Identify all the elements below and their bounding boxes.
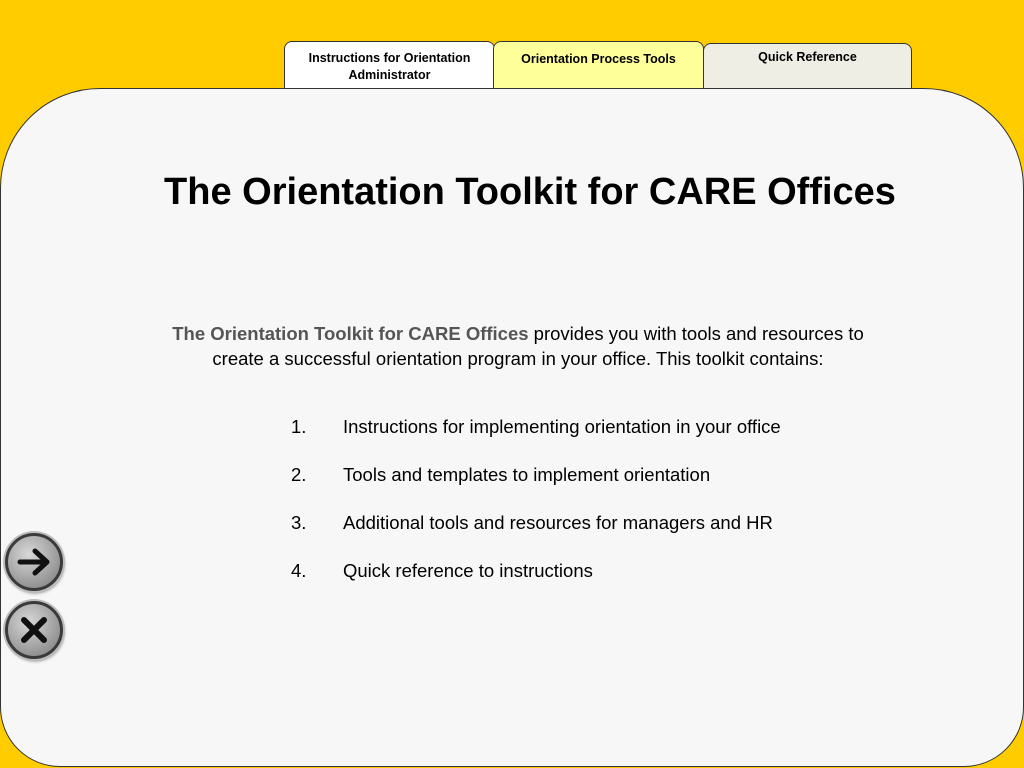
list-item-number: 2. — [291, 464, 307, 485]
tab-instructions-label-line1: Instructions for Orientation — [308, 51, 471, 65]
tab-instructions[interactable] — [284, 41, 495, 91]
tab-quick-reference[interactable] — [703, 43, 912, 93]
page-title: The Orientation Toolkit for CARE Offices — [164, 171, 896, 213]
intro-line2: create a successful orientation program in your office. This toolkit contains: — [212, 348, 824, 369]
list-item-text: Instructions for implementing orientation in your office — [343, 416, 781, 437]
list-item — [291, 512, 781, 560]
tab-instructions-label-line2: Administrator — [348, 68, 431, 82]
list-item-text: Tools and templates to implement orientation — [343, 464, 711, 485]
list-item-text: Additional tools and resources for managers and HR — [343, 512, 773, 533]
arrow-right-icon — [14, 542, 54, 582]
list-item — [291, 560, 781, 608]
intro-line1-rest: provides you with tools and resources to — [528, 323, 864, 344]
list-item-number: 4. — [291, 560, 307, 581]
list-item — [291, 416, 781, 464]
intro-brand: The Orientation Toolkit for CARE Offices — [172, 323, 529, 344]
next-button[interactable] — [5, 533, 63, 591]
list-item-number: 3. — [291, 512, 307, 533]
content-card — [0, 88, 1024, 767]
list-item-text: Quick reference to instructions — [343, 560, 593, 581]
list-item — [291, 464, 781, 512]
list-item-number: 1. — [291, 416, 307, 437]
tab-orientation-process-tools[interactable] — [493, 41, 704, 91]
close-button[interactable] — [5, 601, 63, 659]
tab-quick-reference-label: Quick Reference — [758, 50, 857, 64]
toolkit-contents-list — [291, 416, 781, 608]
tab-orientation-process-tools-label: Orientation Process Tools — [521, 52, 676, 66]
close-icon — [14, 610, 54, 650]
intro-paragraph — [123, 321, 913, 371]
